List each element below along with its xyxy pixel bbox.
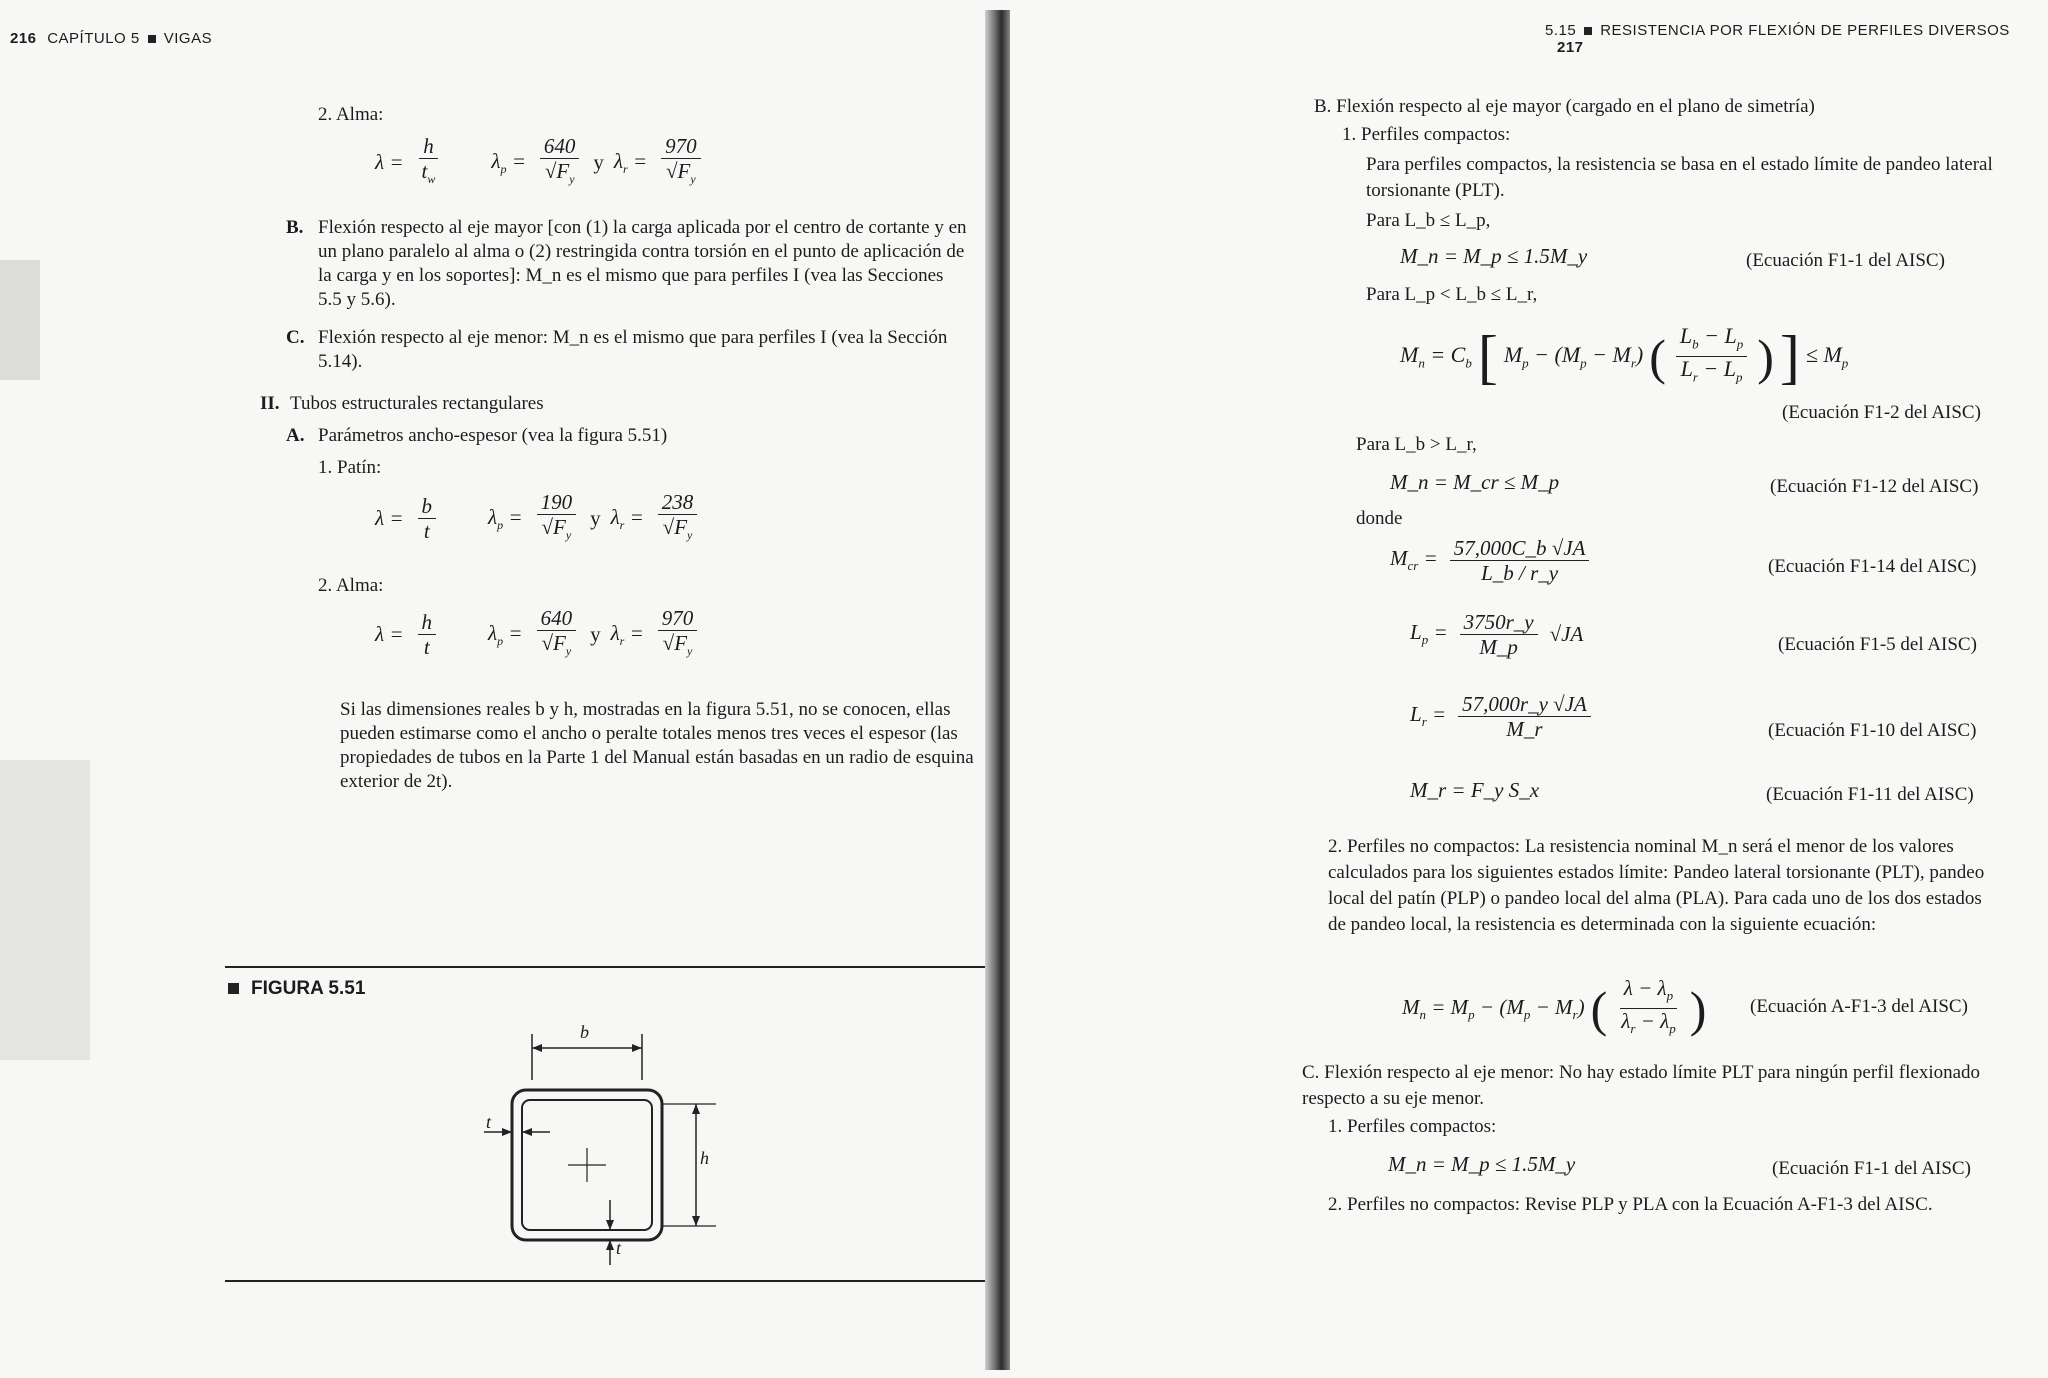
section-label: VIGAS — [163, 30, 213, 47]
eq-f1-11: M_r = F_y S_x — [1410, 778, 1540, 802]
eq-a-f1-3-ref: (Ecuación A-F1-3 del AISC) — [1750, 996, 1968, 1017]
y-conjunction: y — [590, 622, 601, 647]
lambda-r: $\lambda_r$ = — [610, 620, 644, 648]
dimensions-paragraph: Si las dimensiones reales b y h, mostradas en la figura 5.51, no se conocen, ellas pueden estimarse como el ancho o peralte totales menos tres veces el espesor (las propiedades de tubos en la Parte 1 del Manual están basadas en un radio de esquina exterior de 2t). — [340, 699, 974, 792]
c2-text: 2. Perfiles no compactos: Revise PLP y PLA con la Ecuación A-F1-3 del AISC. — [1328, 1194, 1933, 1215]
patin-equation — [375, 490, 701, 547]
lambda-symbol: λ = — [375, 506, 404, 531]
eq-a-f1-3: $M_n = M_p - (M_p - M_r)$ ( $\frac{\lambda - \lambda_p}{\lambda_r - \lambda_p}$ ) — [1402, 976, 1707, 1037]
b1-text: Para perfiles compactos, la resistencia se basa en el estado límite de pandeo lateral torsionante (PLT). — [1366, 154, 1993, 201]
frac-den: t — [423, 519, 430, 544]
frac-den: L_b / r_y — [1481, 561, 1559, 585]
item-b-label: B. — [286, 217, 304, 238]
patin-label: 1. Patín: — [318, 457, 382, 478]
donde-label: donde — [1356, 508, 1403, 529]
right-page — [1010, 0, 2048, 1378]
lambda-symbol: λ = — [375, 150, 404, 175]
frac-num: 640 — [537, 606, 577, 631]
page-number: 217 — [1557, 39, 1584, 56]
figure-top-rule — [225, 966, 985, 968]
eq-f1-12: M_n = M_cr ≤ M_p — [1390, 470, 1560, 494]
section-number: 5.15 — [1545, 22, 1577, 39]
scan-edge-shadow — [0, 760, 90, 1060]
figure-title: FIGURA 5.51 — [228, 978, 365, 1000]
page-header-right — [1545, 22, 2048, 56]
frac-num: 238 — [658, 490, 698, 515]
dim-t-bottom-label: t — [616, 1238, 622, 1258]
frac-den: $√F_y$ — [541, 515, 572, 543]
eq-f1-14: $M_{cr}$ = $\frac{57,000C\_b √JA}{L\_b / r\_y}$ — [1390, 536, 1593, 585]
frac-den: $t_w$ — [421, 159, 436, 187]
b1-heading: 1. Perfiles compactos: — [1342, 124, 1511, 145]
frac-num: 640 — [540, 134, 580, 159]
frac-num: 57,000r_y √JA — [1458, 692, 1591, 717]
left-page — [0, 0, 1010, 1378]
eq-f1-11-ref: (Ecuación F1-11 del AISC) — [1766, 784, 1974, 805]
b-heading: B. Flexión respecto al eje mayor (cargado en el plano de simetría) — [1314, 96, 1815, 117]
dim-b-label: b — [580, 1022, 589, 1042]
frac-den: $√F_y$ — [544, 159, 575, 187]
c-heading: C. Flexión respecto al eje menor: No hay estado límite PLT para ningún perfil flexionado respecto a su eje menor. — [1302, 1062, 1981, 1109]
frac-num: 970 — [658, 606, 698, 631]
y-conjunction: y — [590, 506, 601, 531]
frac-den: t — [423, 635, 430, 660]
item-iia-text: Parámetros ancho-espesor (vea la figura 5.51) — [318, 425, 668, 446]
square-bullet-icon — [1584, 27, 1592, 35]
lambda-r: $\lambda_r$ = — [610, 504, 644, 532]
eq-f1-14-ref: (Ecuación F1-14 del AISC) — [1768, 556, 1977, 577]
alma-label: 2. Alma: — [318, 104, 384, 125]
item-ii-text: Tubos estructurales rectangulares — [290, 393, 544, 414]
eq-f1-2-ref: (Ecuación F1-2 del AISC) — [1782, 402, 1981, 423]
y-conjunction: y — [593, 150, 604, 175]
frac-num: 3750r_y — [1460, 610, 1538, 635]
frac-num: h — [418, 610, 437, 635]
eq-f1-5-ref: (Ecuación F1-5 del AISC) — [1778, 634, 1977, 655]
figure-bottom-rule — [225, 1280, 985, 1282]
dim-h-label: h — [700, 1148, 709, 1168]
square-bullet-icon — [228, 983, 239, 994]
frac-den: $√F_y$ — [662, 515, 693, 543]
page-header-left — [10, 30, 212, 47]
lambda-r: $\lambda_r$ = — [613, 148, 648, 176]
eq-f1-10: $L_r$ = $\frac{57,000r\_y √JA}{M\_r}$ — [1410, 692, 1595, 741]
section-title: RESISTENCIA POR FLEXIÓN DE PERFILES DIVERSOS — [1600, 22, 2010, 39]
lambda-p: $\lambda_p$ = — [488, 620, 523, 648]
eq-f1-1-minor: M_n = M_p ≤ 1.5M_y — [1388, 1152, 1576, 1176]
frac-num: h — [419, 134, 438, 159]
alma2-equation — [375, 606, 701, 663]
eq-f1-1: M_n = M_p ≤ 1.5M_y — [1400, 244, 1588, 268]
lambda-symbol: λ = — [375, 622, 404, 647]
para-lb-le-lp: Para L_b ≤ L_p, — [1366, 210, 1491, 231]
frac-num: 970 — [661, 134, 701, 159]
eq-f1-1-ref: (Ecuación F1-1 del AISC) — [1746, 250, 1945, 271]
frac-num: 190 — [537, 490, 577, 515]
item-iia-label: A. — [286, 425, 305, 446]
frac-den: $√F_y$ — [662, 631, 693, 659]
page-number: 216 — [10, 30, 37, 47]
alma-equation-top — [375, 134, 705, 191]
scan-edge-shadow — [0, 260, 40, 380]
eq-f1-12-ref: (Ecuación F1-12 del AISC) — [1770, 476, 1979, 497]
para-lb-gt-lr: Para L_b > L_r, — [1356, 434, 1477, 455]
frac-num: 57,000C_b √JA — [1450, 536, 1590, 561]
item-ii-label: II. — [260, 393, 280, 414]
eq-f1-5: $L_p$ = $\frac{3750r\_y}{M\_p}$ √JA — [1410, 610, 1584, 659]
frac-den: $√F_y$ — [541, 631, 572, 659]
b2-text: 2. Perfiles no compactos: La resistencia nominal M_n será el menor de los valores calculados para los siguientes estados límite: Pandeo lateral torsionante (PLT), pandeo local del patín (PLP) o pandeo local del alma (PLA). Para cada uno de los dos estados de pandeo local, la resistencia es determinada con la siguiente ecuación: — [1328, 836, 1985, 935]
alma2-label: 2. Alma: — [318, 575, 384, 596]
frac-den: $√F_y$ — [666, 159, 696, 187]
frac-num: b — [418, 494, 437, 519]
tube-section-diagram — [470, 1020, 720, 1270]
dim-t-left-label: t — [486, 1112, 492, 1132]
lambda-p: $\lambda_p$ = — [488, 504, 523, 532]
para-lp-lb-lr: Para L_p < L_b ≤ L_r, — [1366, 284, 1538, 305]
item-c-text: Flexión respecto al eje menor: M_n es el mismo que para perfiles I (vea la Sección 5.14). — [318, 327, 948, 372]
eq-f1-1-minor-ref: (Ecuación F1-1 del AISC) — [1772, 1158, 1971, 1179]
c1-heading: 1. Perfiles compactos: — [1328, 1116, 1497, 1137]
chapter-label: CAPÍTULO 5 — [47, 30, 140, 47]
eq-f1-10-ref: (Ecuación F1-10 del AISC) — [1768, 720, 1977, 741]
item-b-text: Flexión respecto al eje mayor [con (1) la carga aplicada por el centro de cortante y en un plano paralelo al alma o (2) restringida contra torsión en el punto de aplicación de la carga y en los soportes]: M_n es el mismo que para perfiles I (vea las Secciones 5.5 y 5.6). — [318, 217, 967, 310]
frac-den: M_p — [1479, 635, 1518, 659]
eq-f1-2: $M_n = C_b$ [ $M_p - (M_p - M_r)$ ( $\frac{L_b - L_p}{L_r - L_p}$ ) ] ≤ $M_p$ — [1400, 323, 1849, 390]
frac-den: M_r — [1506, 717, 1543, 741]
lambda-p: $\lambda_p$ = — [491, 148, 526, 176]
item-c-label: C. — [286, 327, 305, 348]
square-bullet-icon — [148, 35, 156, 43]
